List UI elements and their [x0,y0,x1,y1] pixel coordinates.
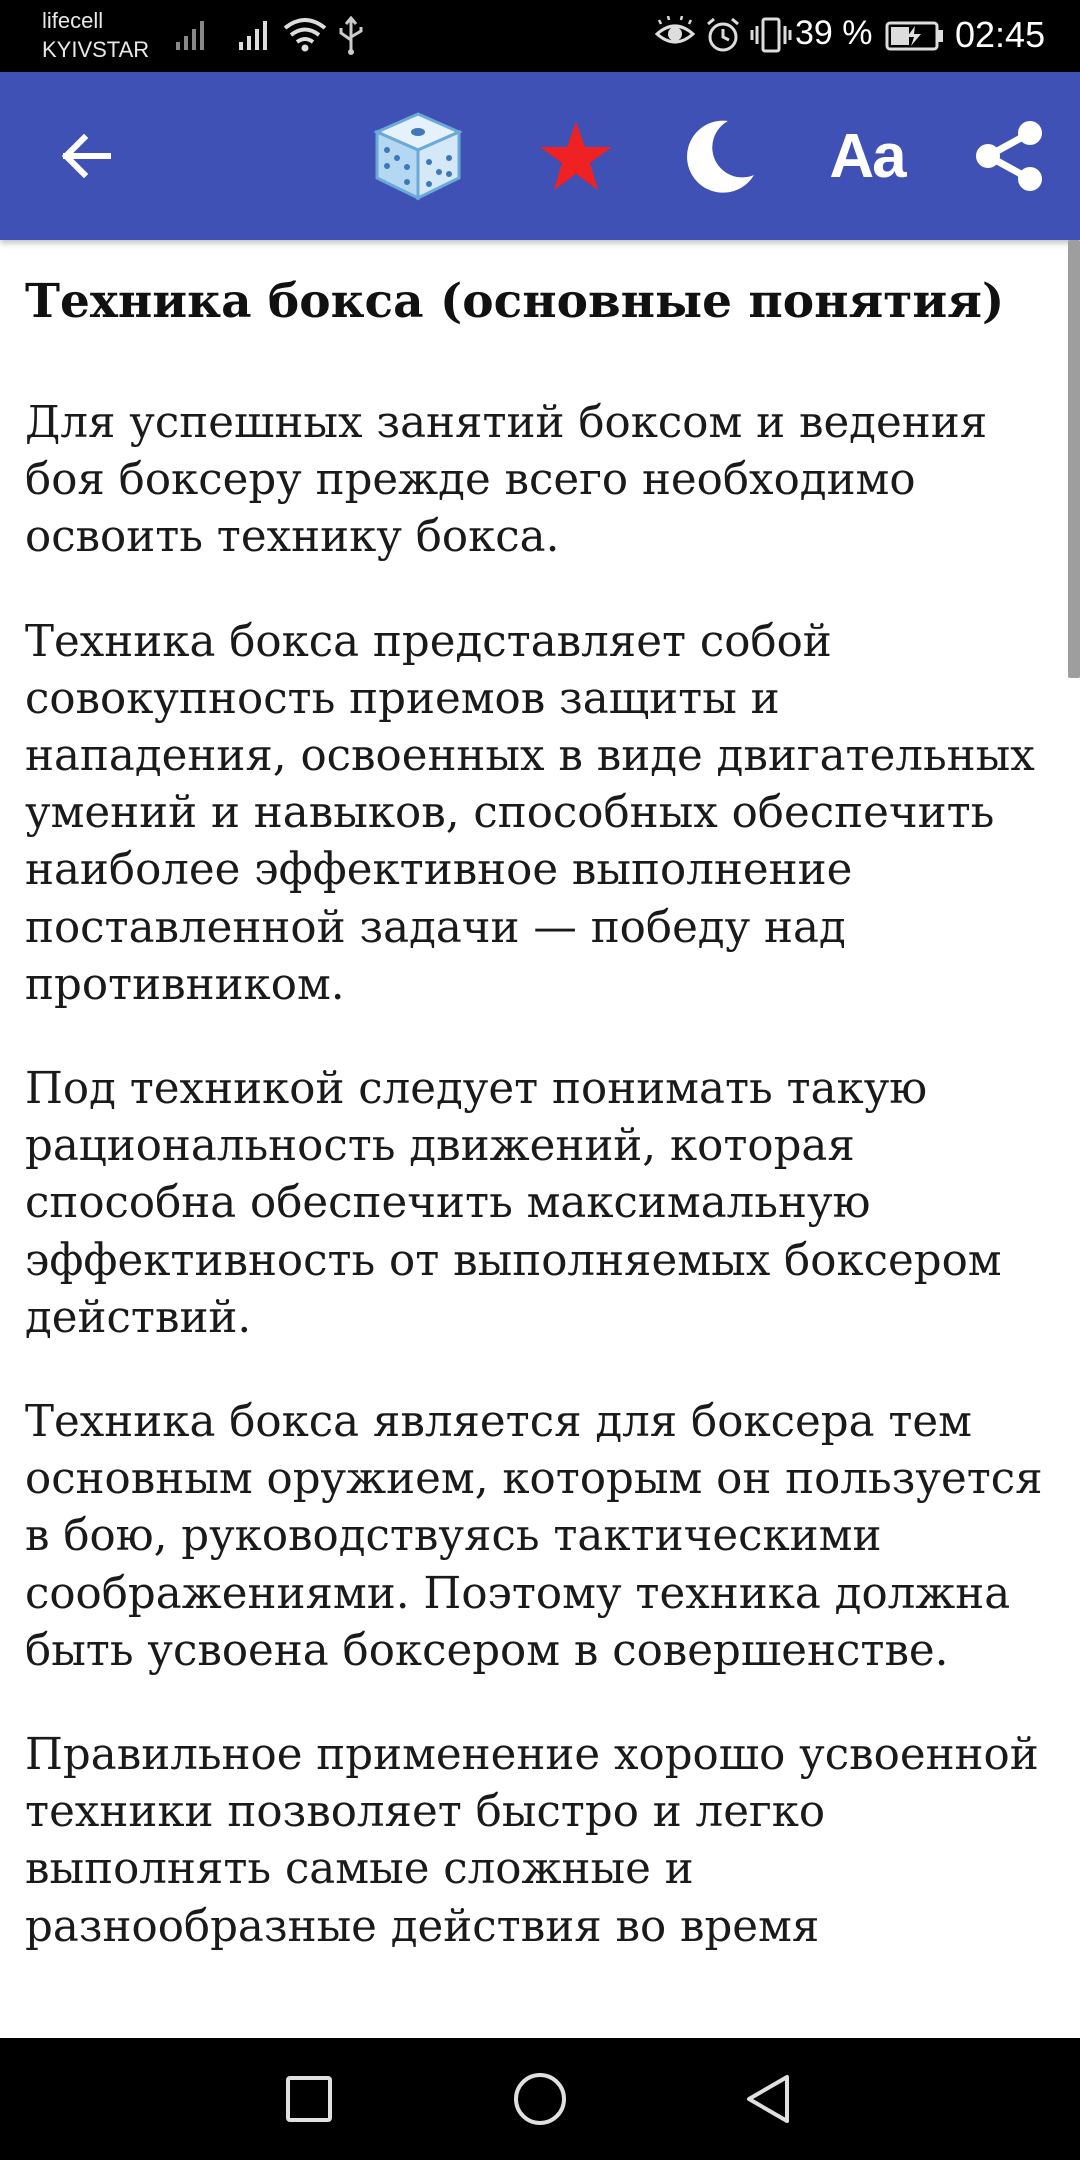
usb-icon [334,16,368,56]
share-button[interactable] [960,106,1060,206]
dice-icon [373,110,463,202]
home-circle-icon [512,2071,568,2127]
signal-1-icon [175,16,211,52]
article-content[interactable] [0,240,1080,2038]
random-article-button[interactable] [368,106,468,206]
share-icon [972,119,1048,193]
moon-icon [682,117,758,195]
back-button[interactable] [36,106,136,206]
clock: 02:45 [955,14,1046,55]
article-paragraph: Техника бокса представляет собой совокупность приемов защиты и нападения, освоенных в виде двигательных умений и навыков, способных обеспечить наиболее эффективное выполнение поставленной задачи — победу над противником. [25,616,1035,1010]
article-paragraph: Для успешных занятий боксом и ведения боя боксеру прежде всего необходимо освоить технику бокса. [25,398,988,563]
wifi-icon [283,16,327,54]
carrier-name: lifecell [42,8,104,33]
home-button[interactable] [495,2054,585,2144]
article [25,268,1055,2003]
carrier-info [42,6,149,64]
article-title: Техника бокса (основные понятия) [25,274,1005,329]
eye-icon [655,16,695,52]
article-paragraph: Правильное применение хорошо усвоенной техники позволяет быстро и легко выполнять самые сложные и разнообразные действия во время [25,1730,1039,1952]
back-nav-button[interactable] [723,2054,813,2144]
status-bar [0,0,1080,72]
back-arrow-icon [56,131,116,181]
signal-2-icon [238,16,274,52]
carrier-network: KYIVSTAR [42,37,150,62]
recents-square-icon [284,2074,334,2124]
article-paragraph: Техника бокса является для боксера тем основным оружием, которым он пользуется в бою, руководствуясь тактическими соображениями. Поэтому техника должна быть усвоена боксером в совершенстве. [25,1397,1043,1676]
font-size-label: Aa [829,121,905,191]
battery-charging-icon [885,20,945,52]
font-size-button[interactable] [812,106,922,206]
navigation-bar [0,2038,1080,2160]
battery-percent: 39 % [795,14,873,52]
star-icon [538,120,614,192]
recents-button[interactable] [264,2054,354,2144]
vibrate-icon [750,16,792,54]
night-mode-button[interactable] [670,106,770,206]
alarm-icon [705,16,741,54]
back-triangle-icon [743,2073,793,2125]
favorite-button[interactable] [526,106,626,206]
app-bar [0,72,1080,240]
scrollbar[interactable] [1068,240,1080,678]
article-paragraph: Под техникой следует понимать такую рациональность движений, которая способна обеспечить максимальную эффективность от выполняемых боксером действий. [25,1064,1002,1343]
